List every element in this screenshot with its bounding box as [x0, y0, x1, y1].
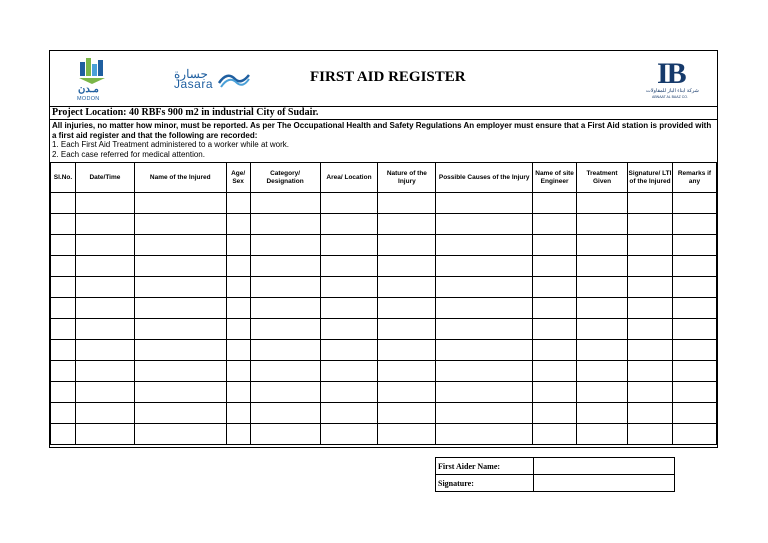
table-cell[interactable] — [75, 424, 134, 445]
table-cell[interactable] — [320, 214, 378, 235]
table-cell[interactable] — [533, 382, 577, 403]
table-cell[interactable] — [134, 424, 226, 445]
register-form — [49, 50, 718, 448]
table-cell[interactable] — [75, 298, 134, 319]
table-cell[interactable] — [628, 214, 673, 235]
table-cell[interactable] — [226, 235, 250, 256]
table-cell[interactable] — [320, 403, 378, 424]
table-cell[interactable] — [533, 235, 577, 256]
table-cell[interactable] — [378, 256, 436, 277]
table-cell[interactable] — [378, 382, 436, 403]
table-cell[interactable] — [533, 277, 577, 298]
table-cell[interactable] — [436, 214, 533, 235]
table-cell[interactable] — [672, 361, 716, 382]
table-cell[interactable] — [250, 403, 320, 424]
table-cell[interactable] — [577, 277, 628, 298]
table-cell[interactable] — [577, 340, 628, 361]
table-cell[interactable] — [250, 235, 320, 256]
table-cell[interactable] — [226, 382, 250, 403]
table-cell[interactable] — [628, 403, 673, 424]
table-row — [51, 235, 717, 256]
table-cell[interactable] — [320, 277, 378, 298]
table-cell[interactable] — [672, 214, 716, 235]
table-cell[interactable] — [577, 424, 628, 445]
table-cell[interactable] — [436, 424, 533, 445]
table-cell[interactable] — [250, 298, 320, 319]
table-cell[interactable] — [226, 256, 250, 277]
table-cell[interactable] — [628, 193, 673, 214]
table-cell[interactable] — [320, 361, 378, 382]
jasara-english-text: Jasara — [174, 77, 214, 91]
table-cell[interactable] — [320, 256, 378, 277]
table-cell[interactable] — [134, 298, 226, 319]
table-cell[interactable] — [134, 382, 226, 403]
table-body — [51, 193, 717, 445]
table-cell[interactable] — [75, 277, 134, 298]
table-cell[interactable] — [577, 403, 628, 424]
table-cell[interactable] — [378, 277, 436, 298]
table-cell[interactable] — [436, 340, 533, 361]
ib-english-text: ABNAAT AL BAAZ CO. — [652, 95, 688, 99]
table-cell[interactable] — [577, 214, 628, 235]
table-row — [51, 361, 717, 382]
table-cell[interactable] — [672, 424, 716, 445]
table-row — [51, 256, 717, 277]
table-cell[interactable] — [378, 298, 436, 319]
table-cell[interactable] — [226, 298, 250, 319]
first-aider-row — [436, 458, 675, 475]
signature-row — [436, 475, 675, 492]
header — [50, 51, 717, 107]
table-cell[interactable] — [134, 319, 226, 340]
column-header: Category/ Designation — [250, 163, 320, 193]
table-cell[interactable] — [533, 361, 577, 382]
table-cell[interactable] — [533, 193, 577, 214]
jasara-arabic-text: جسارة — [174, 67, 208, 81]
column-header: Age/ Sex — [226, 163, 250, 193]
ib-logo-letters: IB — [657, 57, 685, 90]
table-cell[interactable] — [436, 235, 533, 256]
table-row — [51, 424, 717, 445]
table-cell[interactable] — [577, 193, 628, 214]
first-aider-name-field[interactable] — [534, 458, 675, 475]
table-cell[interactable] — [250, 340, 320, 361]
table-cell[interactable] — [134, 256, 226, 277]
instructions — [52, 121, 715, 159]
table-cell[interactable] — [628, 235, 673, 256]
modon-arabic-text: مـدن — [78, 84, 99, 95]
column-header: Name of the Injured — [134, 163, 226, 193]
table-cell[interactable] — [378, 319, 436, 340]
table-cell[interactable] — [378, 235, 436, 256]
table-cell[interactable] — [378, 424, 436, 445]
table-cell[interactable] — [226, 214, 250, 235]
table-cell[interactable] — [75, 361, 134, 382]
table-cell[interactable] — [577, 298, 628, 319]
table-cell[interactable] — [672, 319, 716, 340]
column-header: Nature of the Injury — [378, 163, 436, 193]
column-header: Area/ Location — [320, 163, 378, 193]
table-cell[interactable] — [320, 319, 378, 340]
table-cell[interactable] — [75, 256, 134, 277]
table-cell[interactable] — [134, 277, 226, 298]
table-cell[interactable] — [75, 235, 134, 256]
table-cell[interactable] — [672, 256, 716, 277]
table-cell[interactable] — [75, 214, 134, 235]
table-cell[interactable] — [51, 235, 76, 256]
table-cell[interactable] — [320, 424, 378, 445]
table-cell[interactable] — [533, 424, 577, 445]
table-cell[interactable] — [533, 319, 577, 340]
project-location: Project Location: 40 RBFs 900 m2 in industrial City of Sudair. — [52, 107, 319, 118]
signature-label: Signature: — [436, 475, 534, 492]
table-cell[interactable] — [436, 361, 533, 382]
table-cell[interactable] — [226, 361, 250, 382]
table-cell[interactable] — [628, 298, 673, 319]
table-cell[interactable] — [378, 214, 436, 235]
table-cell[interactable] — [672, 277, 716, 298]
table-cell[interactable] — [75, 403, 134, 424]
table-cell[interactable] — [533, 214, 577, 235]
table-cell[interactable] — [628, 319, 673, 340]
table-cell[interactable] — [672, 193, 716, 214]
table-cell[interactable] — [628, 340, 673, 361]
table-cell[interactable] — [628, 424, 673, 445]
table-cell[interactable] — [577, 361, 628, 382]
table-cell[interactable] — [51, 319, 76, 340]
table-cell[interactable] — [134, 340, 226, 361]
table-cell[interactable] — [378, 403, 436, 424]
table-cell[interactable] — [436, 256, 533, 277]
table-cell[interactable] — [51, 382, 76, 403]
jasara-wave-icon — [217, 69, 251, 89]
instructions-item: 2. Each case referred for medical attention. — [52, 149, 205, 159]
table-cell[interactable] — [378, 361, 436, 382]
table-cell[interactable] — [51, 256, 76, 277]
table-cell[interactable] — [51, 403, 76, 424]
table-cell[interactable] — [577, 319, 628, 340]
column-header: Sl.No. — [51, 163, 76, 193]
table-row — [51, 403, 717, 424]
column-header: Remarks if any — [672, 163, 716, 193]
table-row — [51, 193, 717, 214]
table-cell[interactable] — [378, 193, 436, 214]
table-cell[interactable] — [226, 277, 250, 298]
table-cell[interactable] — [628, 382, 673, 403]
ib-arabic-text: شركة ابناء الباز للمقاولات — [646, 88, 699, 94]
table-cell[interactable] — [250, 193, 320, 214]
table-row — [51, 340, 717, 361]
table-row — [51, 298, 717, 319]
table-cell[interactable] — [75, 319, 134, 340]
table-cell[interactable] — [51, 277, 76, 298]
table-cell[interactable] — [320, 382, 378, 403]
table-cell[interactable] — [226, 424, 250, 445]
table-cell[interactable] — [134, 235, 226, 256]
register-table — [50, 162, 717, 445]
table-cell[interactable] — [533, 403, 577, 424]
table-cell[interactable] — [436, 403, 533, 424]
table-cell[interactable] — [577, 382, 628, 403]
table-cell[interactable] — [250, 256, 320, 277]
table-cell[interactable] — [51, 214, 76, 235]
table-cell[interactable] — [320, 340, 378, 361]
table-cell[interactable] — [51, 424, 76, 445]
table-cell[interactable] — [75, 193, 134, 214]
table-cell[interactable] — [436, 277, 533, 298]
table-cell[interactable] — [436, 193, 533, 214]
table-cell[interactable] — [628, 361, 673, 382]
table-cell[interactable] — [226, 319, 250, 340]
table-cell[interactable] — [75, 382, 134, 403]
table-cell[interactable] — [134, 214, 226, 235]
table-cell[interactable] — [672, 235, 716, 256]
first-aider-label: First Aider Name: — [436, 458, 534, 475]
modon-emblem-icon — [75, 54, 109, 86]
table-cell[interactable] — [250, 319, 320, 340]
page-title: FIRST AID REGISTER — [310, 69, 466, 85]
table-cell[interactable] — [250, 361, 320, 382]
table-cell[interactable] — [320, 298, 378, 319]
table-cell[interactable] — [250, 277, 320, 298]
table-cell[interactable] — [75, 340, 134, 361]
table-cell[interactable] — [250, 424, 320, 445]
table-cell[interactable] — [226, 340, 250, 361]
table-cell[interactable] — [577, 256, 628, 277]
ib-logo — [643, 57, 703, 101]
table-cell[interactable] — [320, 235, 378, 256]
table-cell[interactable] — [134, 403, 226, 424]
table-row — [51, 277, 717, 298]
table-row — [51, 214, 717, 235]
divider — [50, 119, 717, 120]
table-cell[interactable] — [51, 298, 76, 319]
table-cell[interactable] — [134, 193, 226, 214]
table-cell[interactable] — [134, 361, 226, 382]
table-cell[interactable] — [672, 340, 716, 361]
table-cell[interactable] — [250, 214, 320, 235]
column-header: Name of site Engineer — [533, 163, 577, 193]
instructions-item: 1. Each First Aid Treatment administered to a worker while at work. — [52, 140, 289, 149]
column-header: Signature/ LTI of the Injured — [628, 163, 673, 193]
table-cell[interactable] — [436, 382, 533, 403]
signoff-table — [435, 457, 675, 492]
table-cell[interactable] — [628, 277, 673, 298]
table-cell[interactable] — [226, 193, 250, 214]
table-cell[interactable] — [672, 298, 716, 319]
column-header: Possible Causes of the Injury — [436, 163, 533, 193]
table-cell[interactable] — [51, 361, 76, 382]
table-cell[interactable] — [51, 340, 76, 361]
table-cell[interactable] — [250, 382, 320, 403]
table-cell[interactable] — [436, 319, 533, 340]
table-cell[interactable] — [533, 298, 577, 319]
signature-field[interactable] — [534, 475, 675, 492]
table-row — [51, 319, 717, 340]
column-header: Treatment Given — [577, 163, 628, 193]
table-cell[interactable] — [436, 298, 533, 319]
table-header-row — [51, 163, 717, 193]
table-cell[interactable] — [378, 340, 436, 361]
column-header: Date/Time — [75, 163, 134, 193]
table-cell[interactable] — [320, 193, 378, 214]
instructions-intro: All injuries, no matter how minor, must be reported. As per The Occupational Health and Safety Regulations An employer must ensure that a First Aid station is provided with a first aid register and that the following are recorded: — [52, 121, 712, 140]
modon-english-text: MODON — [77, 96, 100, 102]
table-cell[interactable] — [51, 193, 76, 214]
table-cell[interactable] — [533, 256, 577, 277]
table-row — [51, 382, 717, 403]
table-cell[interactable] — [672, 403, 716, 424]
table-cell[interactable] — [672, 382, 716, 403]
table-cell[interactable] — [226, 403, 250, 424]
table-cell[interactable] — [628, 256, 673, 277]
table-cell[interactable] — [533, 340, 577, 361]
table-cell[interactable] — [577, 235, 628, 256]
